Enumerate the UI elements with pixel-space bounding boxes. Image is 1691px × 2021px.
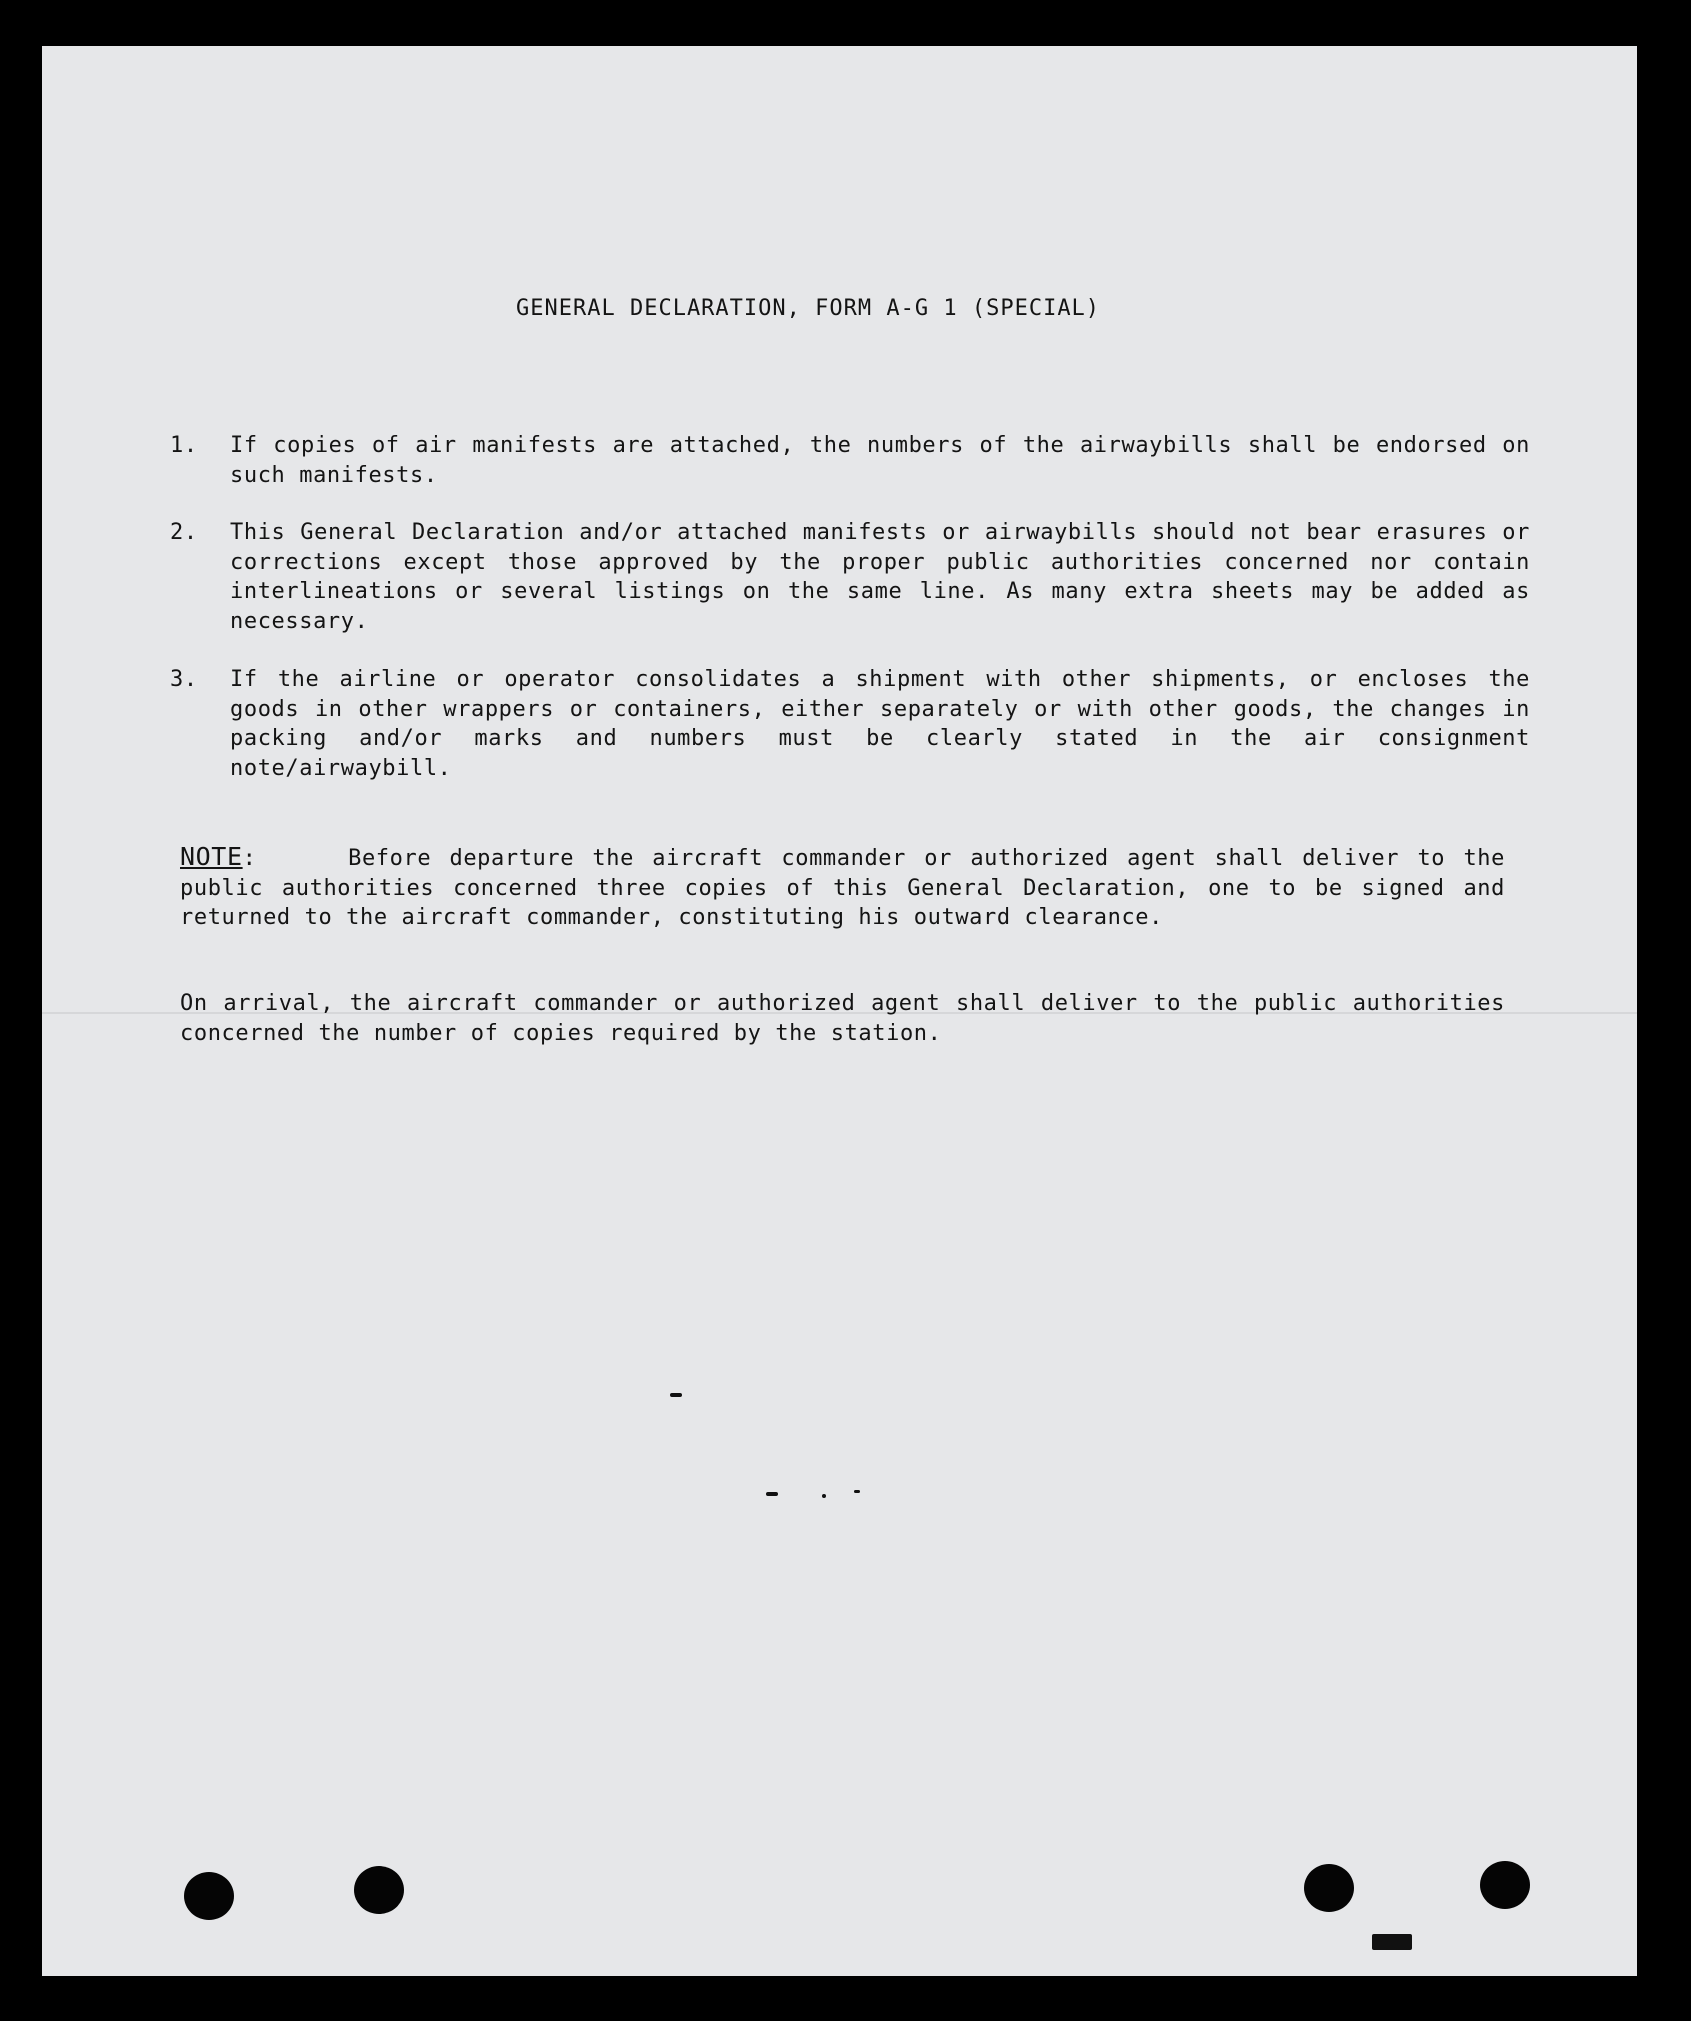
note-paragraph: NOTE: Before departure the aircraft commander or authorized agent shall deliver to the public authorities concerned three copies of this General Declaration, one to be signed and returned to the aircraft commander, constituting his outward clearance. <box>180 842 1505 930</box>
punch-hole <box>1480 1861 1530 1909</box>
speck <box>766 1492 778 1496</box>
list-item <box>170 431 1530 490</box>
speck <box>670 1393 682 1397</box>
item-text: If the airline or operator consolidates a shipment with other shipments, or encloses the goods in other wrappers or containers, either separately or with other goods, the changes in packing and/or marks and numbers must be clearly stated in the air consignment note/airwaybill. <box>230 667 1530 781</box>
speck <box>1372 1934 1412 1950</box>
note-label: NOTE <box>180 842 243 871</box>
item-number: 2. <box>170 520 198 545</box>
item-text: If copies of air manifests are attached, the numbers of the airwaybills shall be endorsed on such manifests. <box>230 433 1530 488</box>
speck <box>854 1490 860 1493</box>
speck <box>822 1494 826 1498</box>
document-title: GENERAL DECLARATION, FORM A-G 1 (SPECIAL) <box>516 296 1101 321</box>
item-number: 1. <box>170 433 198 458</box>
document-page <box>42 46 1637 1976</box>
item-text: This General Declaration and/or attached manifests or airwaybills should not bear erasures or corrections except those approved by the proper public authorities concerned nor contain interlineations or several listings on the same line. As many extra sheets may be added as necessary. <box>230 520 1530 634</box>
item-number: 3. <box>170 667 198 692</box>
note-text: Before departure the aircraft commander or authorized agent shall deliver to the public authorities concerned three copies of this General Declaration, one to be signed and returned to the aircraft commander, constituting his outward clearance. <box>180 846 1505 930</box>
list-item <box>170 518 1530 636</box>
punch-hole <box>354 1866 404 1914</box>
arrival-paragraph: On arrival, the aircraft commander or authorized agent shall deliver to the public authorities concerned the number of copies required by the station. <box>180 991 1505 1046</box>
punch-hole <box>1304 1864 1354 1912</box>
punch-hole <box>184 1872 234 1920</box>
list-item <box>170 665 1530 783</box>
